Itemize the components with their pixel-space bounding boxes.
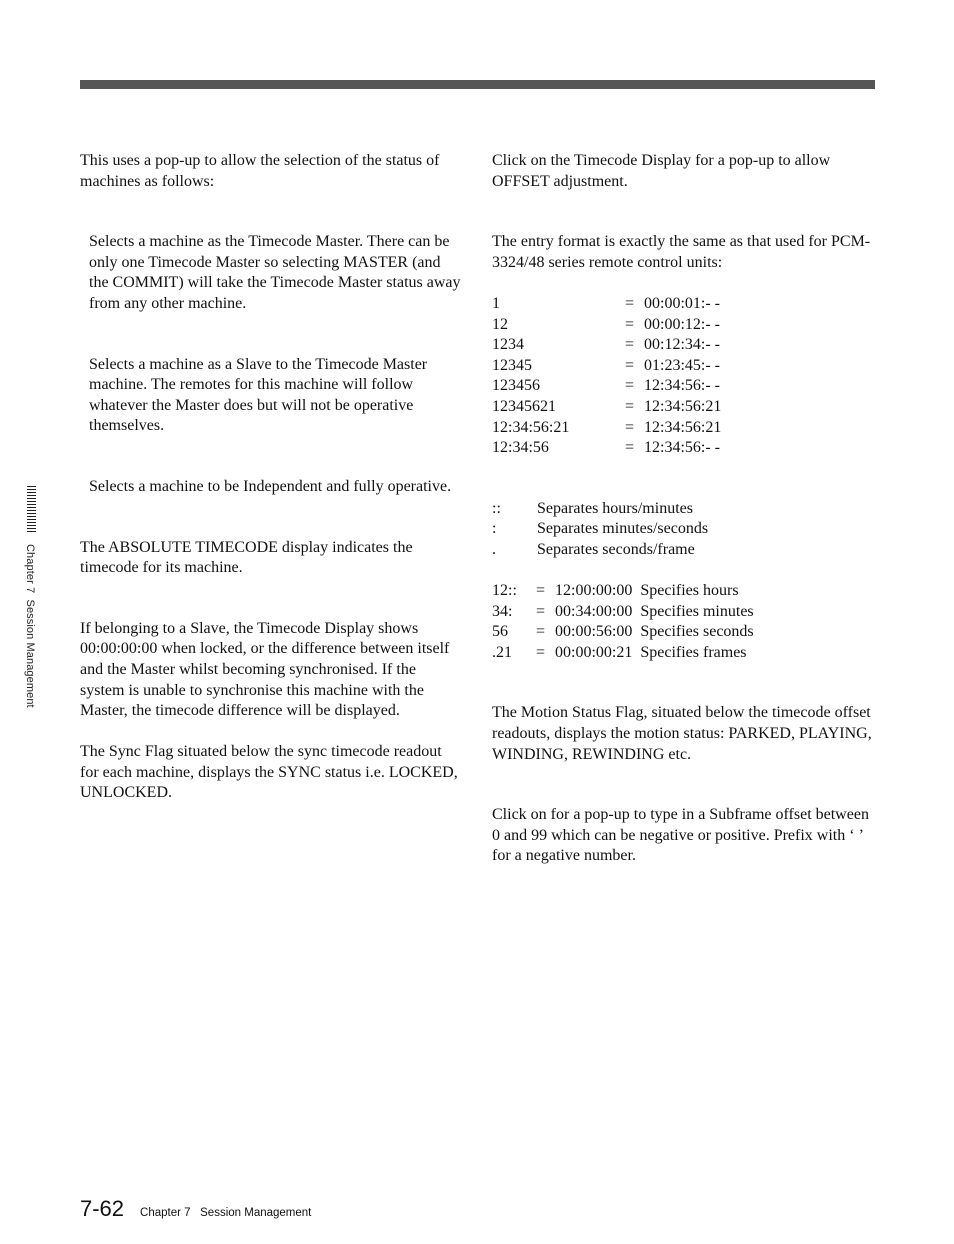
- table-row: [492, 602, 875, 623]
- intro-paragraph: This uses a pop-up to allow the selection of the status of machines as follows:: [80, 152, 440, 190]
- table-row: [492, 438, 875, 459]
- equals-sign: =: [625, 315, 635, 333]
- entry-result: 12:34:56:21: [644, 418, 722, 436]
- slave-display-paragraph: If belonging to a Slave, the Timecode Display shows 00:00:00:00 when locked, or the difference between itself and the Master whilst becoming synchronised. If the system is unable to synchronise this machine with the Master, the timecode difference will be displayed.: [80, 619, 450, 720]
- equals-sign: =: [625, 439, 635, 457]
- equals-sign: =: [625, 356, 635, 374]
- table-row: [492, 376, 875, 397]
- separator-meaning: Separates seconds/frame: [537, 540, 695, 558]
- table-row: [492, 356, 875, 377]
- entry-result: 12:34:56:- -: [644, 377, 720, 395]
- entry-format-table: [492, 294, 875, 459]
- entry-input: 12:34:56: [492, 439, 549, 457]
- entry-input: 12: [492, 315, 508, 333]
- table-row: [492, 294, 875, 315]
- equals-sign: =: [625, 418, 635, 436]
- entry-format-paragraph: The entry format is exactly the same as that used for PCM-3324/48 series remote control units:: [492, 233, 871, 271]
- subframe-paragraph: Click on for a pop-up to type in a Subframe offset between 0 and 99 which can be negative or positive. Prefix with ‘ ’ for a negative number.: [492, 806, 869, 865]
- absolute-timecode-paragraph: The ABSOLUTE TIMECODE display indicates the timecode for its machine.: [80, 538, 413, 577]
- entry-result: 00:00:12:- -: [644, 315, 720, 333]
- specifies-result: 12:00:00:00 Specifies hours: [555, 582, 739, 600]
- list-item: [492, 540, 875, 561]
- page-number: 7-62: [80, 1196, 125, 1221]
- header-rule: [80, 80, 875, 89]
- separator-symbol: :: [492, 520, 497, 538]
- specifies-input: 34:: [492, 602, 513, 620]
- chapter-tab-marker: [27, 486, 36, 533]
- table-row: [492, 397, 875, 418]
- separator-meaning: Separates hours/minutes: [537, 499, 693, 517]
- left-column: [80, 151, 464, 804]
- equals-sign: =: [625, 377, 635, 395]
- master-description: Selects a machine as the Timecode Master. There can be only one Timecode Master so selecting MASTER (and the COMMIT) will take the Timecode Master status away from any other machine.: [89, 233, 461, 312]
- entry-result: 01:23:45:- -: [644, 356, 720, 374]
- independent-description: Selects a machine to be Independent and fully operative.: [89, 477, 452, 495]
- specifies-result: 00:00:00:21 Specifies frames: [555, 643, 747, 661]
- specifies-input: 12::: [492, 582, 517, 600]
- footer-chapter-text: Chapter 7 Session Management: [140, 1207, 312, 1219]
- equals-sign: =: [625, 294, 635, 312]
- specifies-result: 00:34:00:00 Specifies minutes: [555, 602, 754, 620]
- entry-input: 12:34:56:21: [492, 418, 570, 436]
- equals-sign: =: [625, 397, 635, 415]
- specifies-input: .21: [492, 643, 512, 661]
- entry-input: 1: [492, 294, 500, 312]
- specifies-result: 00:00:56:00 Specifies seconds: [555, 623, 754, 641]
- entry-result: 00:12:34:- -: [644, 336, 720, 354]
- list-item: [492, 499, 875, 520]
- right-column: [492, 151, 875, 867]
- separator-symbol: .: [492, 540, 496, 558]
- table-row: [492, 622, 875, 643]
- entry-input: 123456: [492, 377, 540, 395]
- equals-sign: =: [536, 602, 546, 620]
- motion-status-paragraph: The Motion Status Flag, situated below the timecode offset readouts, displays the motion status: PARKED, PLAYING, WINDING, REWINDING etc.: [492, 704, 872, 763]
- equals-sign: =: [536, 582, 546, 600]
- sync-flag-paragraph: The Sync Flag situated below the sync timecode readout for each machine, displays the SYNC status i.e. LOCKED, UNLOCKED.: [80, 743, 458, 802]
- table-row: [492, 418, 875, 439]
- separator-symbol: ::: [492, 499, 501, 517]
- specifies-table: [492, 581, 875, 663]
- entry-result: 12:34:56:21: [644, 397, 722, 415]
- separator-meaning: Separates minutes/seconds: [537, 520, 709, 538]
- timecode-click-paragraph: Click on the Timecode Display for a pop-up to allow OFFSET adjustment.: [492, 152, 831, 190]
- specifies-input: 56: [492, 623, 508, 641]
- slave-description: Selects a machine as a Slave to the Timecode Master machine. The remotes for this machine will follow whatever the Master does but will not be operative themselves.: [89, 355, 428, 435]
- entry-result: 00:00:01:- -: [644, 294, 720, 312]
- table-row: [492, 315, 875, 336]
- page-footer: [80, 1196, 311, 1222]
- equals-sign: =: [625, 336, 635, 354]
- table-row: [492, 581, 875, 602]
- entry-input: 12345621: [492, 397, 556, 415]
- list-item: [492, 519, 875, 540]
- entry-input: 12345: [492, 356, 532, 374]
- table-row: [492, 643, 875, 664]
- entry-input: 1234: [492, 336, 524, 354]
- chapter-side-label: Chapter 7 Session Management: [24, 544, 36, 708]
- separator-list: [492, 499, 875, 561]
- table-row: [492, 335, 875, 356]
- entry-result: 12:34:56:- -: [644, 439, 720, 457]
- equals-sign: =: [536, 623, 546, 641]
- equals-sign: =: [536, 643, 546, 661]
